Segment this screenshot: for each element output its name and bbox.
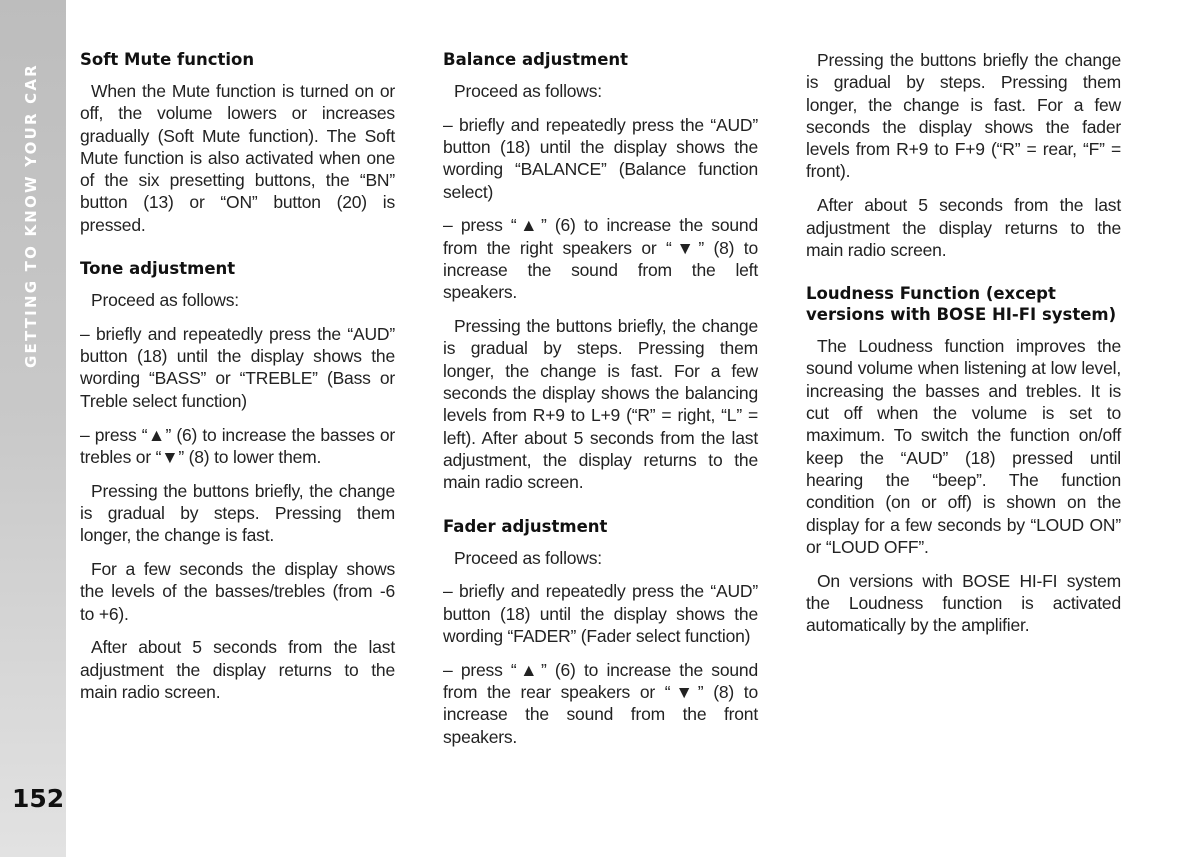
column-3 [806, 49, 1121, 648]
tone-step-1: – briefly and repeatedly press the “AUD” button (18) until the display shows the wording “BASS” or “TREBLE” (Bass or Treble select function) [80, 323, 395, 411]
heading-loudness: Loudness Function (except versions with BOSE HI-FI system) [806, 284, 1117, 325]
balance-step-2: – press “▲” (6) to increase the sound from the right speakers or “▼” (8) to increase the sound from the left speakers. [443, 215, 758, 303]
tone-press-text: Pressing the buttons briefly, the change is gradual by steps. Pressing them longer, the change is fast. [80, 480, 395, 546]
fader-press-text: Pressing the buttons briefly the change is gradual by steps. Pressing them longer, the change is fast. For a few seconds the display shows the fader levels from R+9 to F+9 (“R” = rear, “F” = front). [806, 50, 1121, 182]
fader-step-2: – press “▲” (6) to increase the sound from the rear speakers or “▼” (8) to increase the sound from the front speakers. [443, 659, 758, 747]
heading-fader: Fader adjustment [443, 516, 608, 536]
column-2 [443, 49, 758, 759]
tone-display-text: For a few seconds the display shows the levels of the basses/trebles (from -6 to +6). [80, 559, 395, 624]
loudness-text: The Loudness function improves the sound volume when listening at low level, increasing the basses and trebles. It is cut off when the volume is set to maximum. To switch the function on/off keep the “AUD” (18) pressed until hearing the “beep”. The function condition (on or off) is shown on the display for a few seconds by “LOUD ON” or “LOUD OFF”. [806, 336, 1121, 557]
fader-after-text: After about 5 seconds from the last adjustment the display returns to the main radio screen. [806, 195, 1121, 260]
column-1 [80, 49, 395, 715]
tone-after-text: After about 5 seconds from the last adjustment the display returns to the main radio screen. [80, 637, 395, 703]
tone-step-2: – press “▲” (6) to increase the basses or trebles or “▼” (8) to lower them. [80, 424, 395, 467]
balance-proceed: Proceed as follows: [454, 81, 602, 101]
soft-mute-text: When the Mute function is turned on or off, the volume lowers or increases gradually (Soft Mute function). The Soft Mute function is also activated when one of the six presetting buttons, the “BN” button (13) or “ON” button (20) is pressed. [80, 81, 395, 235]
fader-proceed: Proceed as follows: [454, 547, 602, 568]
heading-balance: Balance adjustment [443, 50, 629, 69]
balance-step-1: – briefly and repeatedly press the “AUD” button (18) until the display shows the wording “BALANCE” (Balance function select) [443, 114, 758, 202]
section-label: GETTING TO KNOW YOUR CAR [22, 63, 40, 368]
loudness-bose-text: On versions with BOSE HI-FI system the Loudness function is activated automatically by the amplifier. [806, 570, 1121, 636]
tone-proceed: Proceed as follows: [91, 290, 239, 311]
heading-tone: Tone adjustment [80, 259, 236, 279]
page-number: 152 [12, 784, 65, 813]
heading-soft-mute: Soft Mute function [80, 50, 255, 69]
sidebar [0, 0, 66, 857]
balance-press-text: Pressing the buttons briefly, the change is gradual by steps. Pressing them longer, the change is fast. For a few seconds the display shows the balancing levels from R+9 to L+9 (“R” = right, “L” = left). After about 5 seconds from the last adjustment, the display returns to the main radio screen. [443, 316, 758, 493]
fader-step-1: – briefly and repeatedly press the “AUD” button (18) until the display shows the wording “FADER” (Fader select function) [443, 581, 758, 646]
